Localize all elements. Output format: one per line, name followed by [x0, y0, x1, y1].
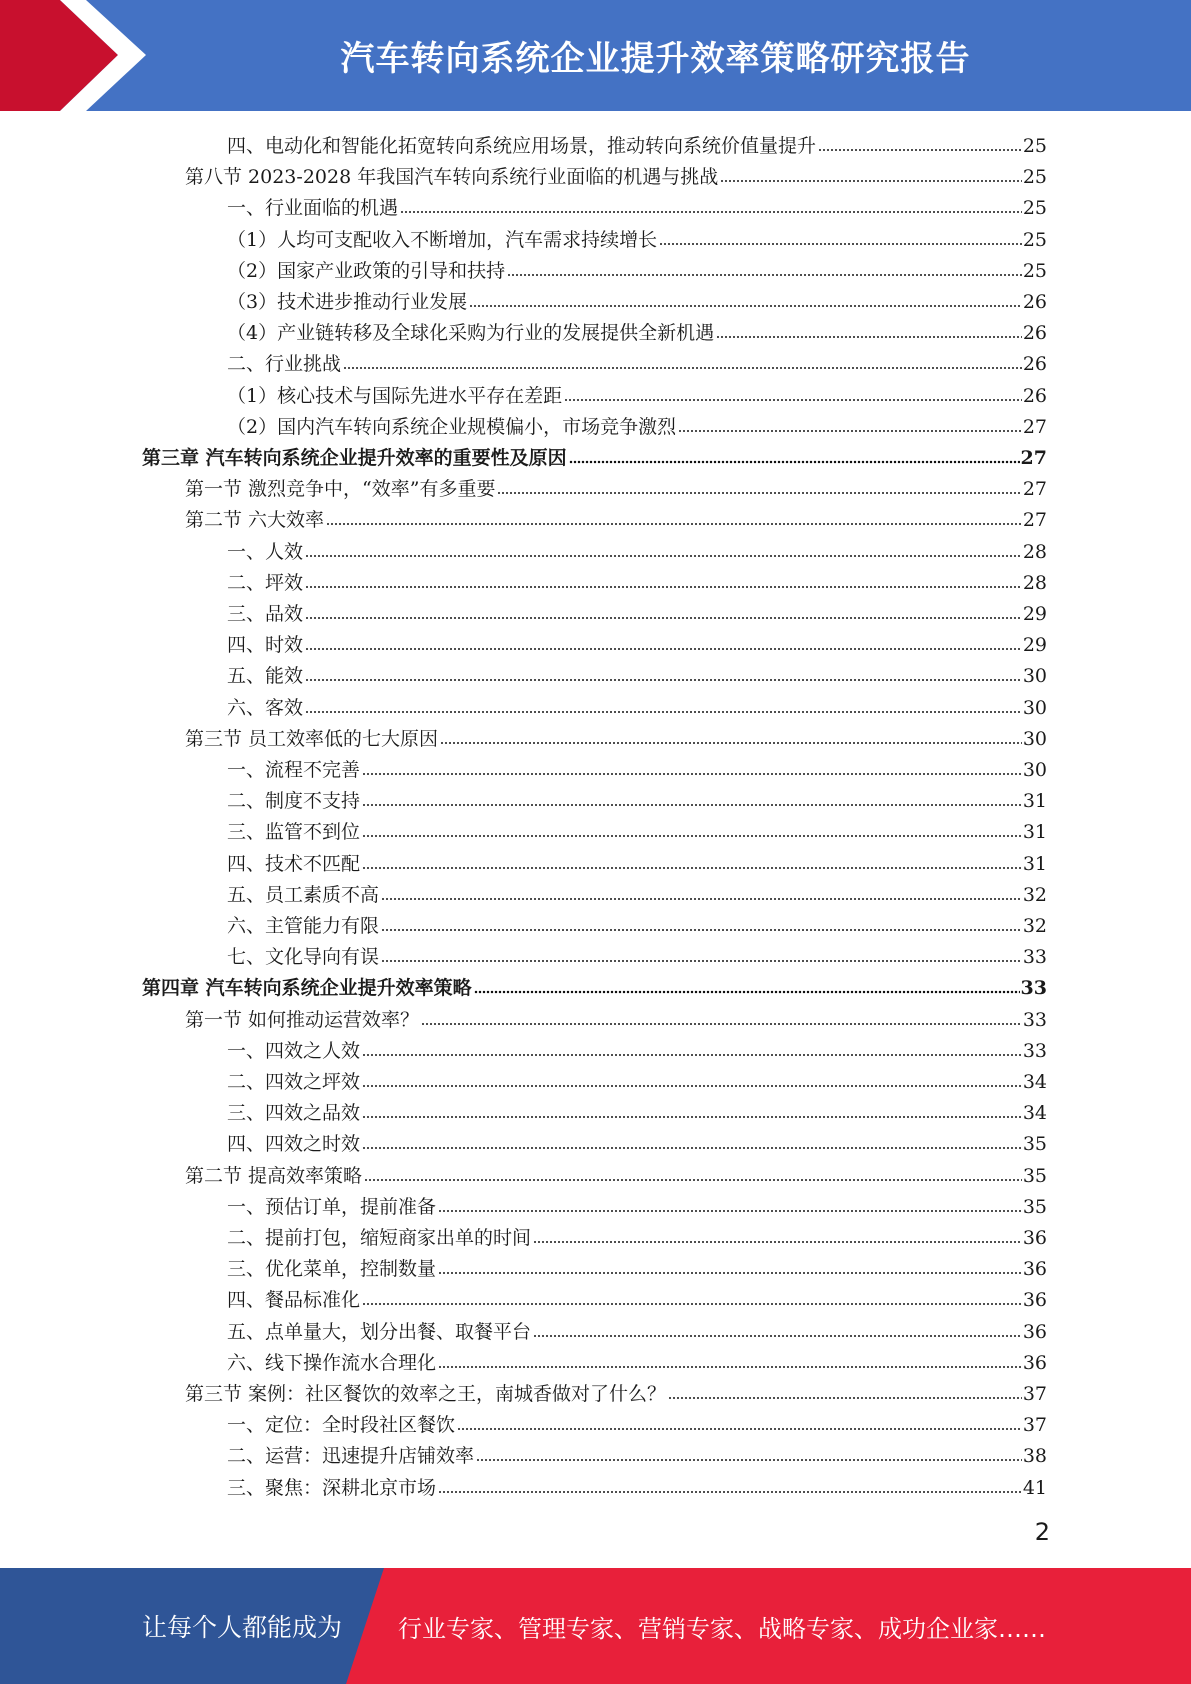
toc-subsection-entry[interactable]: [227, 688, 1047, 719]
toc-page-number: 33: [1022, 946, 1047, 968]
toc-subsection-entry[interactable]: [227, 1343, 1047, 1374]
toc-subsection-entry[interactable]: [227, 1031, 1047, 1062]
toc-subsection-entry[interactable]: [227, 1218, 1047, 1249]
toc-entry-title: 第八节 2023-2028 年我国汽车转向系统行业面临的机遇与挑战: [185, 166, 719, 188]
footer-slogan-right: 行业专家、管理专家、营销专家、战略专家、成功企业家……: [398, 1614, 1046, 1643]
header-arrow-decoration: [0, 0, 160, 111]
dot-leader: [381, 920, 1022, 932]
dot-leader: [362, 1294, 1022, 1306]
dot-leader: [305, 577, 1022, 589]
dot-leader: [438, 1263, 1022, 1275]
toc-entry-title: 第二节 六大效率: [185, 509, 325, 531]
toc-entry-title: 四、时效: [227, 634, 304, 656]
toc-subsection-entry[interactable]: [227, 875, 1047, 906]
toc-subsection-entry[interactable]: [227, 906, 1047, 937]
toc-entry-title: 四、技术不匹配: [227, 853, 361, 875]
toc-subsection-entry[interactable]: [227, 1405, 1047, 1436]
toc-page-number: 30: [1022, 697, 1047, 719]
toc-entry-title: 二、四效之坪效: [227, 1071, 361, 1093]
toc-entry-title: （4）产业链转移及全球化采购为行业的发展提供全新机遇: [227, 322, 715, 344]
header-bar: [0, 0, 1191, 111]
dot-leader: [362, 1138, 1022, 1150]
toc-entry-title: 二、提前打包，缩短商家出单的时间: [227, 1227, 532, 1249]
dot-leader: [362, 1076, 1022, 1088]
toc-entry-title: 二、坪效: [227, 572, 304, 594]
toc-subsection-entry[interactable]: [227, 844, 1047, 875]
toc-page-number: 31: [1022, 821, 1047, 843]
dot-leader: [381, 889, 1022, 901]
toc-page-number: 37: [1022, 1383, 1047, 1405]
toc-page-number: 34: [1022, 1102, 1047, 1124]
dot-leader: [421, 1014, 1022, 1026]
toc-subsection-entry[interactable]: [227, 750, 1047, 781]
dot-leader: [362, 1045, 1022, 1057]
toc-page-number: 26: [1022, 385, 1047, 407]
dot-leader: [668, 1388, 1022, 1400]
toc-page-number: 31: [1022, 853, 1047, 875]
toc-subsection-entry[interactable]: [227, 937, 1047, 968]
dot-leader: [818, 140, 1022, 152]
toc-page-number: 25: [1022, 197, 1047, 219]
toc-subsection-entry[interactable]: [227, 1062, 1047, 1093]
dot-leader: [438, 1201, 1022, 1213]
toc-page-number: 36: [1022, 1352, 1047, 1374]
toc-entry-title: 三、四效之品效: [227, 1102, 361, 1124]
toc-entry-title: 六、客效: [227, 697, 304, 719]
dot-leader: [305, 702, 1022, 714]
footer-slogan-left: 让每个人都能成为: [142, 1613, 343, 1642]
toc-page-number: 30: [1022, 728, 1047, 750]
dot-leader: [364, 1170, 1022, 1182]
toc-page-number: 36: [1022, 1321, 1047, 1343]
dot-leader: [362, 795, 1022, 807]
toc-entry-title: 第一节 如何推动运营效率？: [185, 1009, 420, 1031]
dot-leader: [469, 296, 1022, 308]
toc-page-number: 33: [1022, 1040, 1047, 1062]
toc-section-entry[interactable]: [185, 500, 1047, 531]
toc-chapter-entry[interactable]: [142, 438, 1047, 469]
toc-entry-title: （1）核心技术与国际先进水平存在差距: [227, 385, 563, 407]
toc-subsection-entry[interactable]: [227, 625, 1047, 656]
dot-leader: [305, 546, 1022, 558]
footer-banner: [0, 1568, 1191, 1684]
toc-entry-title: （2）国内汽车转向系统企业规模偏小，市场竞争激烈: [227, 416, 677, 438]
toc-subsection-entry[interactable]: [227, 282, 1047, 313]
toc-subsection-entry[interactable]: [227, 594, 1047, 625]
toc-entry-title: 第三章 汽车转向系统企业提升效率的重要性及原因: [142, 447, 567, 469]
toc-page-number: 33: [1020, 977, 1047, 999]
toc-entry-title: 三、监管不到位: [227, 821, 361, 843]
toc-subsection-entry[interactable]: [227, 251, 1047, 282]
toc-page-number: 26: [1022, 322, 1047, 344]
dot-leader: [400, 202, 1022, 214]
toc-entry-title: 三、聚焦：深耕北京市场: [227, 1477, 437, 1499]
dot-leader: [362, 826, 1022, 838]
dot-leader: [305, 670, 1022, 682]
toc-subsection-entry[interactable]: [227, 1093, 1047, 1124]
dot-leader: [507, 265, 1022, 277]
toc-page-number: 36: [1022, 1258, 1047, 1280]
toc-entry-title: 一、预估订单，提前准备: [227, 1196, 437, 1218]
toc-entry-title: （2）国家产业政策的引导和扶持: [227, 260, 506, 282]
dot-leader: [564, 390, 1022, 402]
toc-entry-title: 四、餐品标准化: [227, 1289, 361, 1311]
toc-page-number: 32: [1022, 915, 1047, 937]
toc-page-number: 36: [1022, 1227, 1047, 1249]
toc-section-entry[interactable]: [185, 1156, 1047, 1187]
dot-leader: [678, 421, 1022, 433]
toc-entry-title: 一、流程不完善: [227, 759, 361, 781]
toc-subsection-entry[interactable]: [227, 812, 1047, 843]
dot-leader: [474, 982, 1020, 994]
toc-page-number: 27: [1022, 509, 1047, 531]
dot-leader: [305, 639, 1022, 651]
dot-leader: [659, 234, 1022, 246]
toc-page-number: 25: [1022, 166, 1047, 188]
dot-leader: [343, 358, 1022, 370]
toc-entry-title: （3）技术进步推动行业发展: [227, 291, 468, 313]
toc-page-number: 26: [1022, 291, 1047, 313]
dot-leader: [533, 1326, 1022, 1338]
report-title: 汽车转向系统企业提升效率策略研究报告: [340, 39, 971, 79]
toc-entry-title: 三、品效: [227, 603, 304, 625]
page-number: 2: [1034, 1518, 1050, 1546]
toc-page-number: 29: [1022, 634, 1047, 656]
toc-page-number: 26: [1022, 353, 1047, 375]
toc-entry-title: 二、行业挑战: [227, 353, 342, 375]
toc-page-number: 29: [1022, 603, 1047, 625]
toc-entry-title: 一、定位：全时段社区餐饮: [227, 1414, 456, 1436]
toc-entry-title: 五、员工素质不高: [227, 884, 380, 906]
toc-page-number: 35: [1022, 1196, 1047, 1218]
toc-page-number: 37: [1022, 1414, 1047, 1436]
toc-subsection-entry[interactable]: [227, 563, 1047, 594]
dot-leader: [326, 514, 1022, 526]
toc-subsection-entry[interactable]: [227, 1280, 1047, 1311]
toc-page-number: 30: [1022, 665, 1047, 687]
toc-page-number: 33: [1022, 1009, 1047, 1031]
toc-entry-title: 六、线下操作流水合理化: [227, 1352, 437, 1374]
toc-subsection-entry[interactable]: [227, 313, 1047, 344]
dot-leader: [716, 327, 1022, 339]
toc-section-entry[interactable]: [185, 1374, 1047, 1405]
dot-leader: [440, 733, 1022, 745]
toc-page-number: 35: [1022, 1165, 1047, 1187]
toc-section-entry[interactable]: [185, 157, 1047, 188]
dot-leader: [497, 483, 1021, 495]
toc-page-number: 28: [1022, 541, 1047, 563]
toc-entry-title: 第一节 激烈竞争中，“效率”有多重要: [185, 478, 496, 500]
toc-entry-title: 五、能效: [227, 665, 304, 687]
toc-entry-title: 第四章 汽车转向系统企业提升效率策略: [142, 977, 472, 999]
toc-section-entry[interactable]: [185, 469, 1047, 500]
dot-leader: [569, 452, 1020, 464]
toc-page-number: 25: [1022, 260, 1047, 282]
toc-subsection-entry[interactable]: [227, 344, 1047, 375]
dot-leader: [438, 1482, 1022, 1494]
toc-subsection-entry[interactable]: [227, 376, 1047, 407]
toc-entry-title: 七、文化导向有误: [227, 946, 380, 968]
toc-subsection-entry[interactable]: [227, 126, 1047, 157]
toc-page-number: 34: [1022, 1071, 1047, 1093]
dot-leader: [533, 1232, 1022, 1244]
toc-entry-title: 四、电动化和智能化拓宽转向系统应用场景，推动转向系统价值量提升: [227, 135, 817, 157]
dot-leader: [457, 1419, 1022, 1431]
toc-page-number: 25: [1022, 229, 1047, 251]
toc-entry-title: 五、点单量大，划分出餐、取餐平台: [227, 1321, 532, 1343]
toc-page-number: 35: [1022, 1133, 1047, 1155]
dot-leader: [720, 171, 1022, 183]
toc-entry-title: 四、四效之时效: [227, 1133, 361, 1155]
toc-page-number: 27: [1022, 478, 1047, 500]
dot-leader: [362, 1107, 1022, 1119]
dot-leader: [438, 1357, 1022, 1369]
dot-leader: [381, 951, 1022, 963]
dot-leader: [305, 608, 1022, 620]
dot-leader: [476, 1450, 1022, 1462]
toc-entry-title: 第三节 员工效率低的七大原因: [185, 728, 439, 750]
toc-page-number: 36: [1022, 1289, 1047, 1311]
toc-subsection-entry[interactable]: [227, 532, 1047, 563]
toc-entry-title: 一、行业面临的机遇: [227, 197, 399, 219]
toc-page-number: 28: [1022, 572, 1047, 594]
toc-entry-title: 一、四效之人效: [227, 1040, 361, 1062]
dot-leader: [362, 858, 1022, 870]
toc-chapter-entry[interactable]: [142, 968, 1047, 999]
toc-entry-title: 三、优化菜单，控制数量: [227, 1258, 437, 1280]
toc-section-entry[interactable]: [185, 719, 1047, 750]
toc-subsection-entry[interactable]: [227, 1124, 1047, 1155]
toc-page-number: 31: [1022, 790, 1047, 812]
toc-page-number: 27: [1022, 416, 1047, 438]
toc-subsection-entry[interactable]: [227, 781, 1047, 812]
toc-page-number: 41: [1022, 1477, 1047, 1499]
toc-subsection-entry[interactable]: [227, 220, 1047, 251]
toc-subsection-entry[interactable]: [227, 188, 1047, 219]
toc-entry-title: 六、主管能力有限: [227, 915, 380, 937]
toc-entry-title: 二、制度不支持: [227, 790, 361, 812]
toc-subsection-entry[interactable]: [227, 1436, 1047, 1467]
toc-section-entry[interactable]: [185, 1000, 1047, 1031]
toc-entry-title: （1）人均可支配收入不断增加，汽车需求持续增长: [227, 229, 658, 251]
toc-subsection-entry[interactable]: [227, 656, 1047, 687]
toc-page-number: 38: [1022, 1445, 1047, 1467]
toc-entry-title: 第二节 提高效率策略: [185, 1165, 363, 1187]
toc-page-number: 32: [1022, 884, 1047, 906]
toc-page-number: 27: [1020, 447, 1047, 469]
toc-subsection-entry[interactable]: [227, 1468, 1047, 1499]
toc-entry-title: 二、运营：迅速提升店铺效率: [227, 1445, 475, 1467]
toc-page-number: 25: [1022, 135, 1047, 157]
toc-subsection-entry[interactable]: [227, 1187, 1047, 1218]
toc-page-number: 30: [1022, 759, 1047, 781]
toc-subsection-entry[interactable]: [227, 407, 1047, 438]
toc-subsection-entry[interactable]: [227, 1249, 1047, 1280]
toc-entry-title: 第三节 案例：社区餐饮的效率之王，南城香做对了什么？: [185, 1383, 667, 1405]
toc-entry-title: 一、人效: [227, 541, 304, 563]
toc-subsection-entry[interactable]: [227, 1312, 1047, 1343]
dot-leader: [362, 764, 1022, 776]
